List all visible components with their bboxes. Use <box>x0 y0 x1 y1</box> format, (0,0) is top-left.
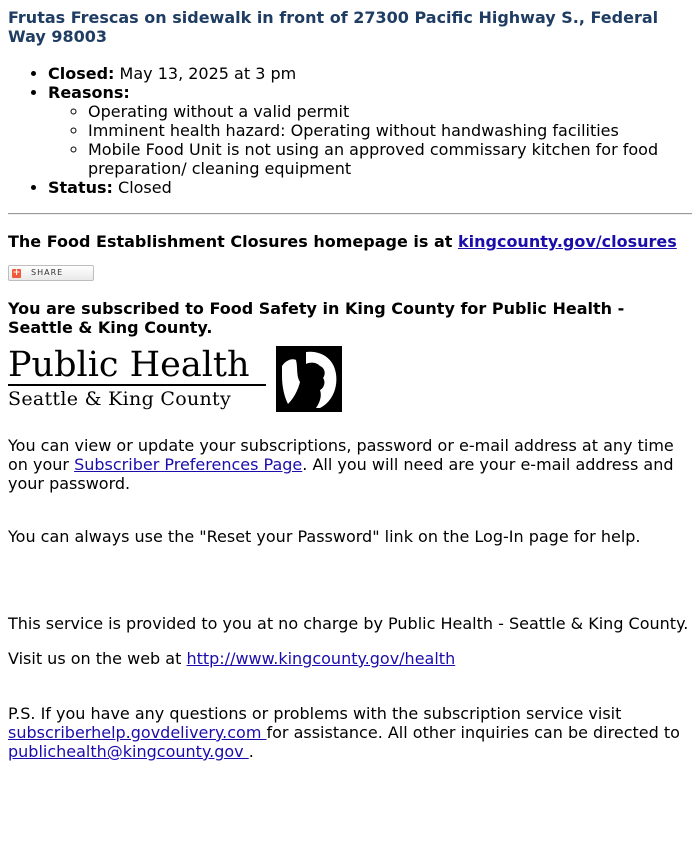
notice-title: Frutas Frescas on sidewalk in front of 27300 Pacific Highway S., Federal Way 98003 <box>8 8 659 46</box>
visit-text: Visit us on the web at <box>8 649 187 668</box>
subscription-notice: You are subscribed to Food Safety in King County for Public Health - Seattle & King County. <box>8 299 625 337</box>
ps-text-middle: for assistance. All other inquiries can be directed to <box>266 723 680 742</box>
reason-item: ◦ Imminent health hazard: Operating without handwashing facilities <box>88 121 692 140</box>
closures-link[interactable]: kingcounty.gov/closures <box>457 232 677 251</box>
reason-item: ◦ Mobile Food Unit is not using an approved commissary kitchen for food preparation/ cleaning equipment <box>88 140 692 178</box>
closed-item <box>48 64 692 83</box>
closed-value: May 13, 2025 at 3 pm <box>114 64 297 83</box>
status-label: Status: <box>48 178 113 197</box>
plus-icon: + <box>12 267 21 278</box>
preferences-paragraph <box>8 436 692 493</box>
public-health-logo <box>8 346 692 416</box>
divider <box>8 213 692 215</box>
status-item <box>48 178 692 197</box>
logo-title: Public Health <box>8 345 250 385</box>
health-website-link[interactable]: http://www.kingcounty.gov/health <box>186 649 456 668</box>
subscriber-help-link[interactable]: subscriberhelp.govdelivery.com <box>8 723 267 742</box>
face-emblem-icon <box>276 346 342 412</box>
reasons-item <box>48 83 692 178</box>
ps-text-end: . <box>248 742 254 761</box>
service-paragraph: This service is provided to you at no charge by Public Health - Seattle & King County. <box>8 614 689 633</box>
status-value: Closed <box>112 178 172 197</box>
publichealth-email-link[interactable]: publichealth@kingcounty.gov <box>8 742 249 761</box>
homepage-text: The Food Establishment Closures homepage is at <box>8 232 458 251</box>
closed-label: Closed: <box>48 64 115 83</box>
ps-paragraph <box>8 704 692 761</box>
logo-subtitle: Seattle & King County <box>8 388 231 410</box>
ps-text: P.S. If you have any questions or problems with the subscription service visit <box>8 704 622 723</box>
visit-paragraph <box>8 649 692 668</box>
share-button[interactable] <box>8 265 94 281</box>
reasons-label: Reasons: <box>48 83 130 102</box>
homepage-line <box>8 232 692 251</box>
reset-password-paragraph: You can always use the "Reset your Password" link on the Log-In page for help. <box>8 527 641 546</box>
reasons-list <box>48 102 692 178</box>
subscriber-preferences-link[interactable]: Subscriber Preferences Page <box>74 455 303 474</box>
preferences-text-end: . All you will need are your e-mail address and your password. <box>8 455 674 493</box>
share-label: SHARE <box>31 268 64 277</box>
closure-details <box>8 64 692 197</box>
reason-item: ◦ Operating without a valid permit <box>88 102 692 121</box>
preferences-text: You can view or update your subscriptions, password or e-mail address at any time on your <box>8 436 674 474</box>
